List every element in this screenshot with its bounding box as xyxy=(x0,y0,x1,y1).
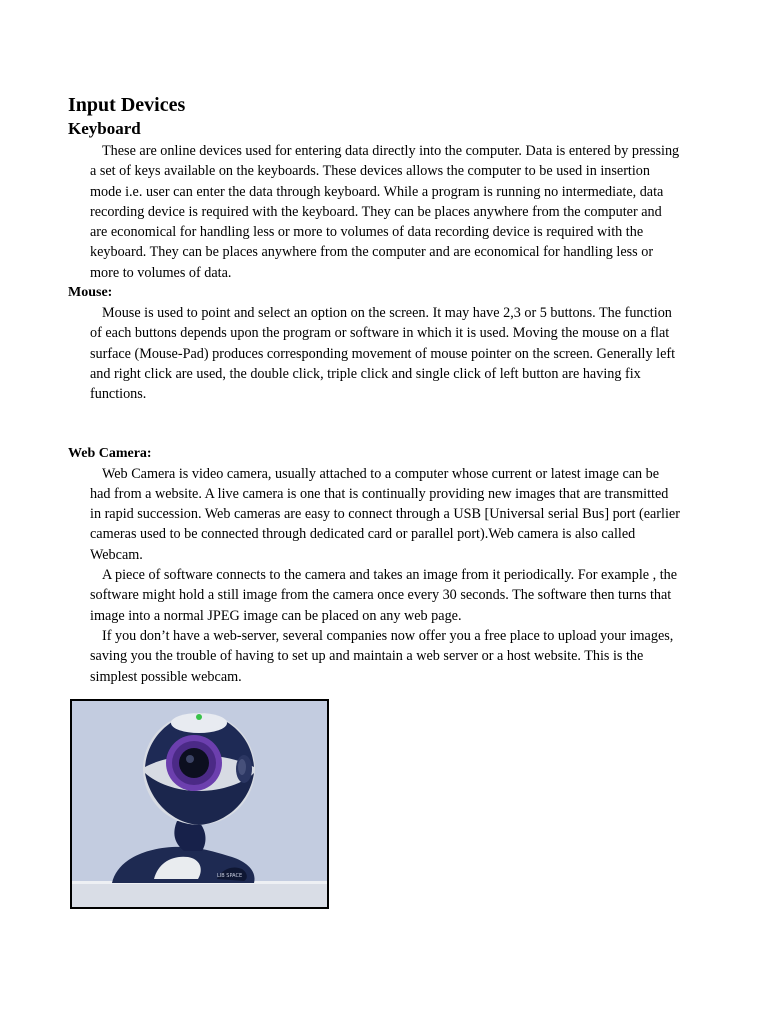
keyboard-heading: Keyboard xyxy=(68,119,141,138)
mouse-heading: Mouse: xyxy=(68,285,113,301)
webcam-photo xyxy=(70,699,329,909)
webcam-paragraph-1: Web Camera is video camera, usually attached to a computer whose current or latest image can be had from a website. A live camera is one that is continually providing new images that are transmitted in rapid succession. Web cameras are easy to connect through a USB [Universal serial Bus] port (earlier cameras used to be connected through dedicated card or parallel port).Web camera is also called Webcam. xyxy=(90,465,680,563)
document-page xyxy=(68,93,688,687)
webcam-illustration xyxy=(72,701,327,907)
svg-text:LIB SPACE: LIB SPACE xyxy=(217,873,243,879)
section-spacer xyxy=(68,405,688,444)
webcam-paragraph-2: A piece of software connects to the camera and takes an image from it periodically. For example , the software might hold a still image from the camera once every 30 seconds. The software then turns that image into a normal JPEG image can be placed on any web page. xyxy=(90,567,678,624)
keyboard-paragraph: These are online devices used for entering data directly into the computer. Data is entered by pressing a set of keys available on the keyboards. These devices allows the computer to be used in insertion mode i.e. user can enter the data through keyboard. While a program is running no intermediate, data recording device is required with the keyboard. They can be places anywhere from the computer and are economical for handling less or more to volumes of data recording device is required with the keyboard. They can be places anywhere from the computer and are economical for handling less or more to volumes of data. xyxy=(90,143,680,281)
mouse-paragraph: Mouse is used to point and select an option on the screen. It may have 2,3 or 5 buttons. The function of each buttons depends upon the program or software in which it is used. Moving the mouse on a flat surface (Mouse-Pad) produces corresponding movement of mouse pointer on the screen. Generally left and right click are used, the double click, triple click and single click of left button are having fix functions. xyxy=(90,305,676,403)
page-title: Input Devices xyxy=(68,94,186,116)
webcam-heading: Web Camera: xyxy=(68,445,152,461)
webcam-paragraph-3: If you don’t have a web-server, several companies now offer you a free place to upload your images, saving you the trouble of having to set up and maintain a web server or a host website. This is the simplest possible webcam. xyxy=(90,627,674,685)
